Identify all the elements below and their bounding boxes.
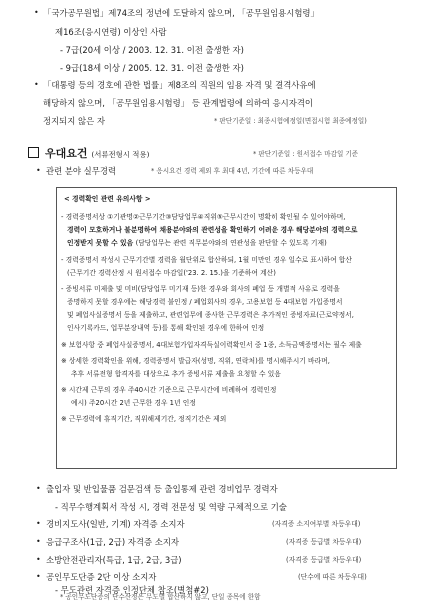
top-line-2: 제16조(응시연령) 이상인 사람 [55,27,167,37]
list-item: - 직무수행계획서 작성 시, 경력 전문성 및 역량 구체적으로 기술 [55,502,287,512]
list-item: 출입자 및 반입물품 검문검색 등 출입통제 관련 경비업무 경력자 [46,484,278,494]
top-line-7: 정지되지 않은 자 [43,116,105,126]
list-item-right: (자격증 등급별 차등우대) [286,556,362,564]
box-n2b: 추후 서류전형 합격자를 대상으로 추가 증빙서류 제출을 요청할 수 있음 [71,370,281,378]
bullet-icon: • [36,484,41,493]
top-note: * 판단기준일 : 최종시험예정일(면접시험 최종예정일) [214,117,367,125]
list-item: * 공인무도단증의 단수산정은 무도별 합산하지 않고, 단일 종목에 한함 [60,593,261,601]
bullet-icon: • [36,572,41,581]
list-item: 소방안전관리자(특급, 1급, 2급, 3급) [46,555,182,565]
list-item: 공인무도단증 2단 이상 소지자 [46,572,157,582]
list-item: 경비지도사(일반, 기계) 자격증 소지자 [46,519,185,529]
section-note: * 판단기준일 : 원서접수 마감일 기준 [253,150,359,158]
list-item-right: (자격증 소지여부별 차등우대) [272,520,361,528]
box-p1a: - 경력증명서상 ①기관명②근무기간③담당업무④직위⑤근무시간이 명확히 확인될 수 있어야하며, [61,213,346,221]
list-item: - 무도관련 자격증 인정단체 참조(별첨#2) [55,585,209,595]
box-p2a: - 경력증명서 작성시 근무기간별 경력을 월단위로 합산하되, 1월 미만인 경우 일수로 표시하여 합산 [61,256,352,264]
box-n1: ※ 보험사항 중 폐업사실증명서, 4대보험가입자격득실이력확인서 중 1종, 소득금액증명서는 필수 제출 [61,341,362,349]
box-p2b: (근무기간 경력산정 시 원서접수 마감일('23. 2. 15.)을 기준하여 계산) [67,269,276,277]
list-item-right: (자격증 등급별 차등우대) [286,538,362,546]
box-p3b: 증명하지 못할 경우에는 해당경력 불인정 / 폐업회사의 경우, 고용보험 등 4대보험 가입증명서 [67,298,343,306]
box-p3d: 인사기록카드, 업무분장내역 등)를 통해 확인된 경우에 한하여 인정 [67,324,265,332]
top-line-3: - 7급(20세 이상 / 2003. 12. 31. 이전 출생한 자) [60,45,244,55]
item1-note: * 응시요건 경력 제외 후 최대 4년, 기간에 따른 차등우대 [151,167,314,175]
box-title: < 경력확인 관련 유의사항 > [64,195,151,203]
square-outline-icon [28,147,39,158]
box-p1b: 경력이 모호하거나 불분명하여 채용분야와의 관련성을 확인하기 어려운 경우 해당분야의 경력으로 [67,226,358,234]
box-p3c: 및 폐업사실증명서 등을 제출하고, 관련업무에 종사한 근무경력은 추가적인 증빙자료(근로약정서, [67,311,354,319]
box-n4: ※ 근무경력에 휴직기간, 직위해제기간, 정직기간은 제외 [61,415,227,423]
box-p1c: 인정받지 못할 수 있음 (담당업무는 관련 직무분야와의 연관성을 판단할 수 있도록 기재) [67,239,327,247]
list-item: 응급구조사(1급, 2급) 자격증 소지자 [46,537,180,547]
bullet-icon: • [36,519,41,528]
item1-label: 관련 분야 실무경력 [46,166,117,176]
caution-box [56,187,397,469]
bullet-icon: • [34,80,39,89]
box-n3a: ※ 시간제 근무의 경우 주40시간 기준으로 근무시간에 비례하여 경력인정 [61,386,277,394]
top-line-5: 「대통령 등의 경호에 관한 법률」제8조의 직원의 임용 자격 및 결격사유에 [43,80,316,90]
bullet-icon: • [34,8,39,17]
top-line-1: 「국가공무원법」제74조의 정년에 도달하지 않으며, 「공무원임용시험령」 [43,8,319,18]
bullet-icon: • [36,166,41,175]
box-n2a: ※ 상세한 경력확인을 위해, 경력증명서 발급자(성명, 직위, 연락처)를 명시해주시기 바라며, [61,357,330,365]
top-line-4: - 9급(18세 이상 / 2005. 12. 31. 이전 출생한 자) [60,63,244,73]
box-p3a: - 증빙서류 미제출 및 미비(담당업무 미기재 등)한 경우와 회사의 폐업 등 개별적 사유로 경력을 [61,285,340,293]
list-item-right: (단수에 따른 차등우대) [298,573,367,581]
bullet-icon: • [36,537,41,546]
section-title: 우대요건 (서류전형시 적용) [28,146,149,162]
top-line-6: 해당하지 않으며, 「공무원임용시험령」 등 관계법령에 의하여 응시자격이 [43,98,314,108]
bullet-icon: • [36,555,41,564]
box-n3b: 예시) 주20시간 2년 근무한 경우 1년 인정 [71,399,196,407]
